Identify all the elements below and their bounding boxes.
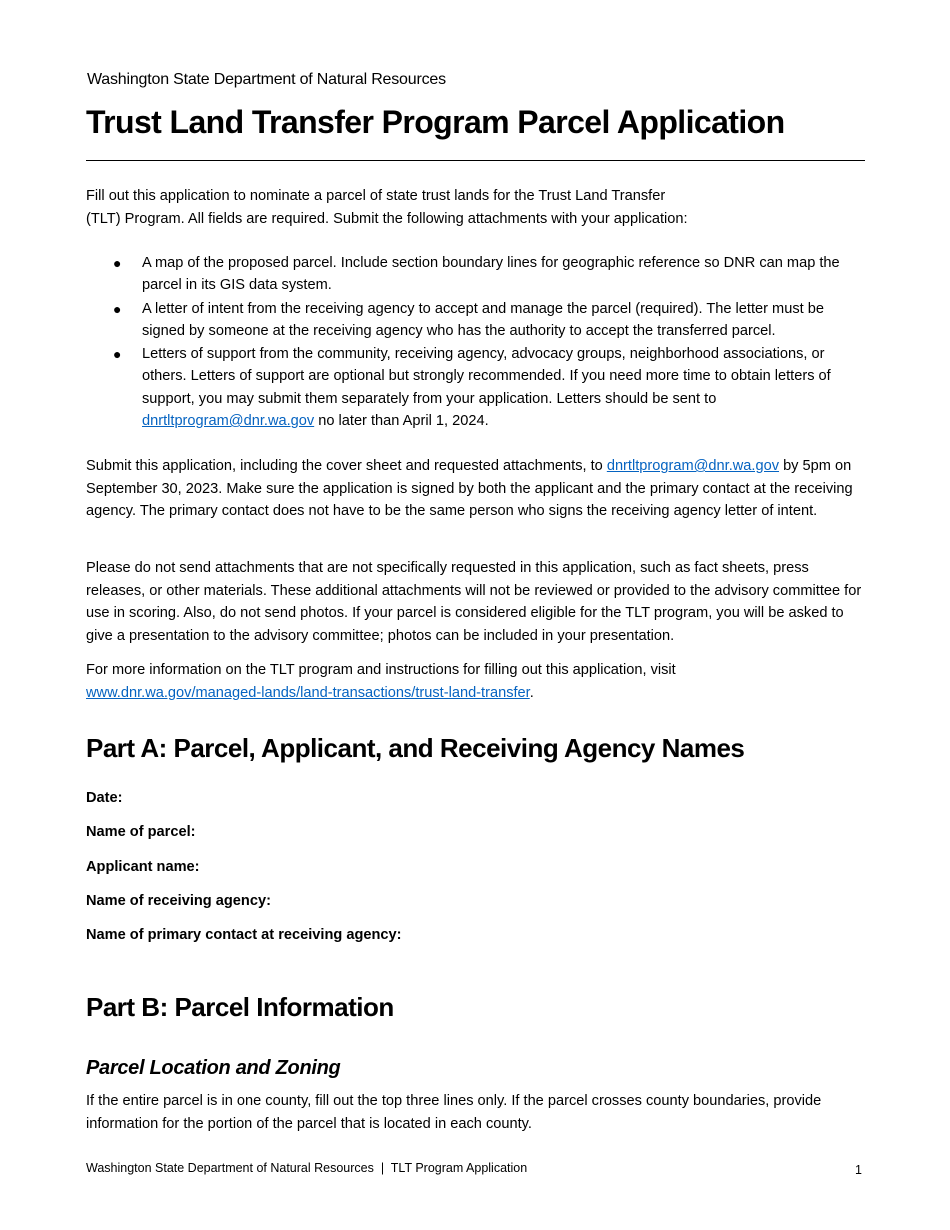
- list-item: [86, 252, 871, 297]
- intro-paragraph: [86, 185, 871, 230]
- bullet-map-text: A map of the proposed parcel. Include section boundary lines for geographic reference so DNR can map the parcel in its GIS data system.: [142, 255, 840, 294]
- parcel-location-text: If the entire parcel is in one county, fill out the top three lines only. If the parcel crosses county boundaries, provide information for the portion of the parcel that is located in each county.: [86, 1093, 822, 1132]
- date-label: Date:: [86, 790, 123, 806]
- page-title: Trust Land Transfer Program Parcel Application: [86, 104, 785, 140]
- submit-text: Submit this application, including the cover sheet and requested attachments, to: [86, 458, 607, 474]
- program-website-link[interactable]: www.dnr.wa.gov/managed-lands/land-transactions/trust-land-transfer: [86, 684, 530, 701]
- page-footer: Washington State Department of Natural Resources | TLT Program Application: [86, 1161, 528, 1175]
- list-item: [86, 298, 871, 343]
- intro-line-2: (TLT) Program. All fields are required. Submit the following attachments with your application:: [86, 210, 688, 227]
- part-b-heading: Part B: Parcel Information: [86, 992, 394, 1022]
- list-item: [86, 343, 871, 432]
- parcel-name-label: Name of parcel:: [86, 824, 196, 840]
- more-info-paragraph: [86, 659, 871, 704]
- email-link[interactable]: dnrtltprogram@dnr.wa.gov: [142, 413, 315, 430]
- bullet-support-text: Letters of support from the community, receiving agency, advocacy groups, neighborhood associations, or others. Letters of support are optional but strongly recommended. If you need more time to obtain letters of support, you may submit them separately from your application. Letters should be sent to: [142, 346, 831, 407]
- agency-name: Washington State Department of Natural Resources: [87, 71, 446, 88]
- attachments-paragraph: Please do not send attachments that are not specifically requested in this application, such as fact sheets, press releases, or other materials. These additional attachments will not be reviewed or provided to the advisory committee for use in scoring. Also, do not send photos. If your parcel is considered eligible for the TLT program, you will be asked to give a presentation to the advisory committee; photos can be included in your presentation.: [86, 560, 862, 644]
- applicant-name-label: Applicant name:: [86, 859, 200, 875]
- bullet-support-tail: no later than April 1, 2024.: [314, 413, 489, 430]
- submit-tail: by 5pm on September 30, 2023. Make sure the application is signed by both the applicant and the primary contact at the receiving agency. The primary contact does not have to be the same person who signs the receiving agency letter of intent.: [86, 458, 853, 519]
- more-info-tail: .: [529, 684, 534, 701]
- more-info-text: For more information on the TLT program and instructions for filling out this application, visit: [86, 662, 676, 678]
- bullet-icon: ●: [113, 300, 122, 317]
- attachments-list: [86, 252, 871, 432]
- bullet-letter-text: A letter of intent from the receiving agency to accept and manage the parcel (required). The letter must be signed by someone at the receiving agency who has the authority to accept the transferred parcel.: [142, 300, 824, 339]
- bullet-icon: ●: [113, 255, 122, 271]
- parcel-location-subheading: Parcel Location and Zoning: [86, 1057, 341, 1079]
- primary-contact-label: Name of primary contact at receiving agency:: [86, 927, 402, 943]
- intro-line-1: Fill out this application to nominate a parcel of state trust lands for the Trust Land Transfer: [86, 188, 666, 204]
- page-number: 1: [855, 1163, 862, 1177]
- part-a-heading: Part A: Parcel, Applicant, and Receiving Agency Names: [86, 733, 745, 763]
- submit-email-link[interactable]: dnrtltprogram@dnr.wa.gov: [606, 458, 780, 474]
- submit-paragraph: [86, 455, 871, 523]
- bullet-icon: ●: [113, 346, 122, 363]
- receiving-agency-label: Name of receiving agency:: [86, 893, 271, 909]
- title-divider: [86, 160, 865, 161]
